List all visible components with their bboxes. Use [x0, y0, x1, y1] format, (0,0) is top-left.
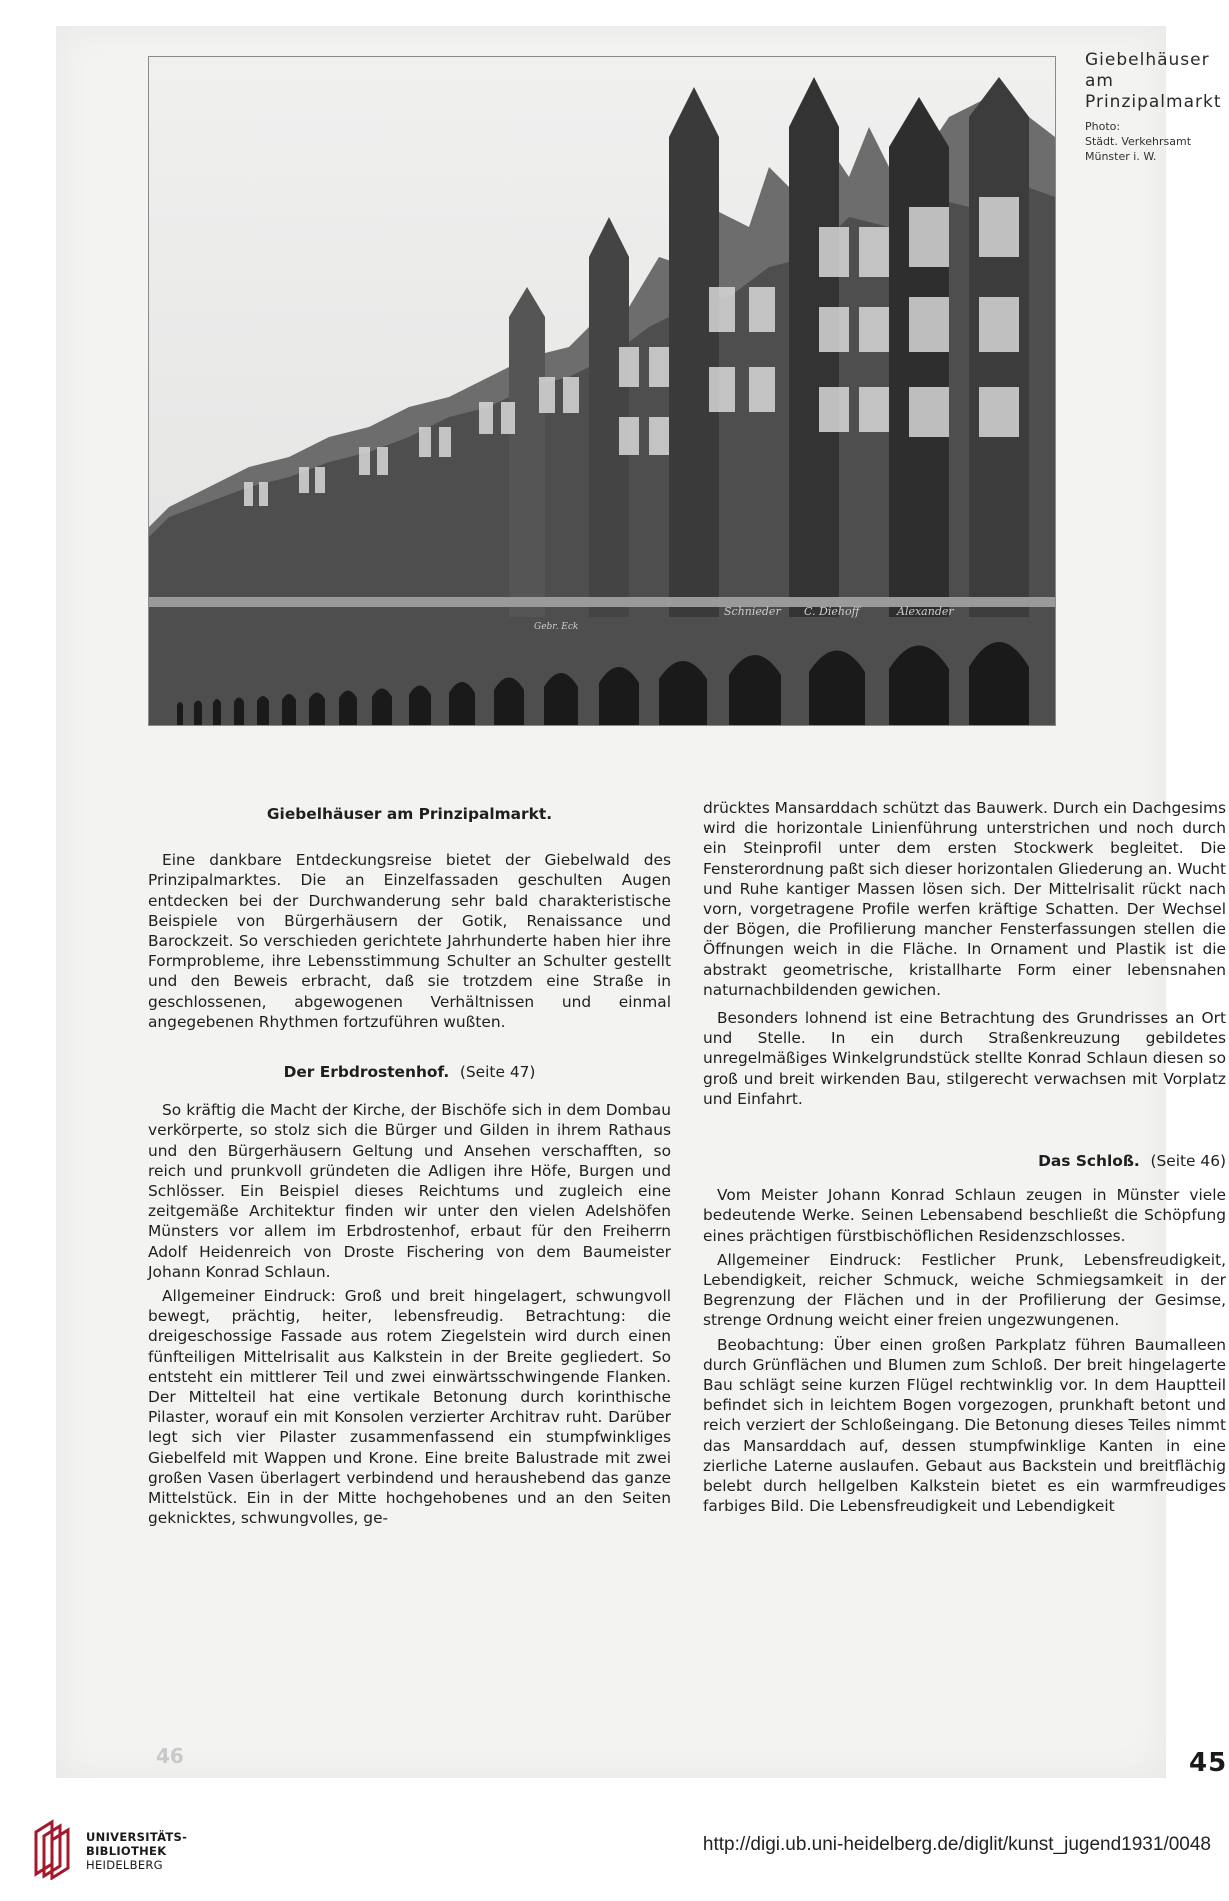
credit-line: Münster i. W. [1085, 150, 1157, 163]
digitization-footer [0, 1810, 1229, 1901]
section-heading-schloss [703, 1151, 1226, 1171]
paragraph: Beobachtung: Über einen großen Parkplatz führen Baumalleen durch Grünflächen und Blumen zum Schloß. Der breit hingelagerte Bau schlägt seine kurzen Flügel rechtwinklig vor. In dem Hauptteil befindet sich in leichtem Bogen vorgezogen, prunkhaft betont und reich verziert der Schloßeingang. Die Betonung dieses Teiles nimmt das Mansarddach auf, dessen stumpfwinklige Kanten in eine zierliche Laterne auslaufen. Gebaut aus Backstein und breitflächig belebt durch hellgelben Kalkstein bietet es ein warmfreudiges farbiges Bild. Die Lebensfreudigkeit und Lebendigkeit [703, 1335, 1226, 1516]
section-heading-prinzipalmarkt: Giebelhäuser am Prinzipalmarkt. [266, 805, 553, 823]
shop-sign-1: Schnieder [724, 605, 781, 618]
paragraph: Eine dankbare Entdeckungsreise bietet der Giebelwald des Prinzipalmarktes. Die an Einzelfassaden geschulten Augen entdecken bei der Durchwanderung sehr bald charakteristische Beispiele von Bürgerhäusern der Gotik, Renaissance und Barockzeit. So verschieden gerichtete Jahrhunderte haben hier ihre Formprobleme, ihre Lebensstimmung Schulter an Schulter gestellt und den Beweis erbracht, daß sie trotzdem eine Straße in geschlossenen, abgewogenen Verhältnissen und einmal angegebenen Rhythmen fortzuführen wußten. [148, 851, 671, 1031]
left-text-column [148, 804, 671, 1533]
caption-title-line: Prinzipalmarkt [1085, 92, 1222, 112]
photo-caption [1085, 50, 1229, 164]
paragraph: So kräftig die Macht der Kirche, der Bischöfe sich in dem Dombau verkörperte, so stolz sich die Bürger und Gilden in ihrem Rathaus und den Bürgerhäusern Geltung und Ansehen verschafften, so reich und prunkvoll gründeten die Adligen ihre Höfe, Burgen und Schlösser. Ein Beispiel dieses Reichtums und zugleich eine zeitgemäße Architektur finden wir unter den vielen Adelshöfen Münsters vor allem im Erbdrostenhof, erbaut für den Freiherrn Adolf Heidenreich von Droste Fischering von dem Baumeister Johann Konrad Schlaun. [148, 1101, 671, 1281]
credit-line: Städt. Verkehrsamt [1085, 135, 1192, 148]
right-text-column [703, 798, 1226, 1521]
library-name-line: HEIDELBERG [86, 1858, 163, 1872]
caption-title-line: am [1085, 71, 1114, 91]
gabled-houses-illustration [149, 57, 1055, 725]
section-heading-erbdrostenhof [148, 1062, 671, 1082]
paragraph: drücktes Mansarddach schützt das Bauwerk. Durch ein Dachgesims wird die horizontale Linienführung unterstrichen und noch durch ein Steinprofil unter dem ersten Stockwerk begleitet. Die Fensterordnung paßt sich dieser horizontalen Gliederung an. Wucht und Ruhe kantiger Massen lösen sich. Der Mittelrisalit rückt nach vorn, vorgetragene Profile werfen kräftige Schatten. Der Wechsel der Bögen, die Profilierung mancher Fensterfassungen stellen die Öffnungen weich in die Fläche. In Ornament und Plastik ist die abstrakt geometrische, kristallharte Form einer lebensnahen naturnachbildenden gewichen. [703, 799, 1226, 999]
caption-title [1085, 50, 1229, 113]
shop-sign-4: Gebr. Eck [534, 622, 579, 632]
shop-sign-3: Alexander [897, 605, 954, 618]
page-number: 45 [1189, 1748, 1228, 1778]
page-reference: (Seite 46) [1150, 1152, 1226, 1171]
library-logo-icon[interactable] [30, 1818, 80, 1880]
page-reference: (Seite 47) [459, 1063, 536, 1082]
library-name-line: BIBLIOTHEK [86, 1844, 167, 1858]
paragraph: Allgemeiner Eindruck: Festlicher Prunk, Lebensfreudigkeit, Lebendigkeit, reicher Schmuck, weiche Schmiegsamkeit in der Begrenzung der Flächen und in der Profilierung der Gesimse, strenge Ordnung weicht einer freien ungezwungenen. [703, 1250, 1226, 1330]
heading-text: Das Schloß. [1038, 1152, 1140, 1171]
scanned-page [56, 26, 1228, 1778]
library-name[interactable] [86, 1830, 187, 1872]
caption-title-line: Giebelhäuser [1085, 50, 1210, 70]
paragraph: Vom Meister Johann Konrad Schlaun zeugen in Münster viele bedeutende Werke. Seinen Lebensabend beschließt die Schöpfung eines prächtigen fürstbischöflichen Residenzschlosses. [703, 1186, 1226, 1245]
heading-text: Der Erbdrostenhof. [283, 1063, 450, 1082]
library-name-line: UNIVERSITÄTS- [86, 1830, 188, 1844]
paragraph: Allgemeiner Eindruck: Groß und breit hingelagert, schwungvoll bewegt, prächtig, heiter, lebensfreudig. Betrachtung: die dreigeschossige Fassade aus rotem Ziegelstein wird durch einen fünfteiligen Mittelrisalit aus Kalkstein in der Breite gegliedert. So entsteht ein mittlerer Teil und zwei einwärtsschwingende Flanken. Der Mittelteil hat eine vertikale Betonung durch korinthische Pilaster, worauf ein mit Konsolen verzierter Architrav ruht. Darüber legt sich vier Pilaster zusammenfassend ein stumpfwinkliges Giebelfeld mit Wappen und Krone. Eine breite Balustrade mit zwei großen Vasen überlagert verbindend und heraushebend das ganze Mittelstück. Ein in der Mitte hochgehobenes und an den Seiten geknicktes, schwungvolles, ge- [148, 1287, 671, 1528]
shop-sign-2: C. Diehoff [804, 605, 860, 618]
prinzipalmarkt-photo [148, 56, 1056, 726]
credit-line: Photo: [1085, 120, 1121, 133]
source-url-link[interactable]: http://digi.ub.uni-heidelberg.de/diglit/kunst_jugend1931/0048 [702, 1834, 1211, 1855]
paragraph: Besonders lohnend ist eine Betrachtung des Grundrisses an Ort und Stelle. In ein durch Straßenkreuzung gebildetes unregelmäßiges Winkelgrundstück stellte Konrad Schlaun diesen so groß und breit wirkenden Bau, stilgerecht verwachsen mit Vorplatz und Einfahrt. [703, 1009, 1226, 1108]
photo-credit [1085, 119, 1229, 164]
bleed-through-page-number: 46 [156, 1744, 184, 1768]
